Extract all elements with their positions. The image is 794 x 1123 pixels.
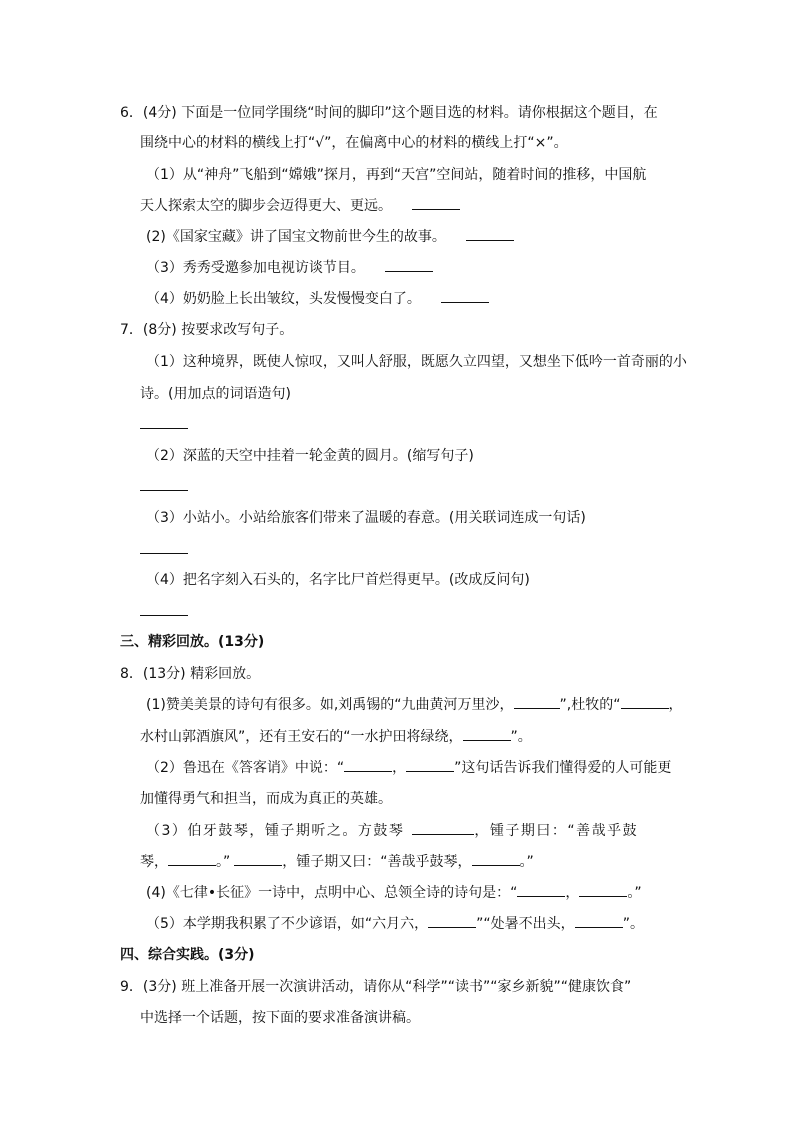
q6-answer-blank-1[interactable]	[412, 197, 460, 210]
q7-answer-line-3	[140, 541, 188, 559]
q7-item2: （2）深蓝的天空中挂着一轮金黄的圆月。(缩写句子)	[146, 448, 474, 464]
section-3-heading: 三、精彩回放。(13分)	[120, 634, 265, 650]
q8-item2-text-b: ，	[392, 760, 407, 776]
q7-answer-blank-2[interactable]	[140, 478, 188, 491]
q7-answer-blank-1[interactable]	[140, 416, 188, 429]
q8-blank-13[interactable]	[575, 915, 623, 928]
q8-item3-text-a: （3）伯牙鼓琴，锺子期听之。方鼓琴	[146, 823, 405, 839]
q8-item3-text-c: 琴，	[140, 854, 168, 870]
q8-item1-text-d: 水村山郭酒旗风”，还有王安石的“一水护田将绿绕，	[140, 729, 463, 745]
q8-item2-line2: 加懂得勇气和担当，而成为真正的英雄。	[140, 791, 392, 807]
q8-item5-text-b: ”“处暑不出头，	[476, 916, 575, 932]
q8-item4-text-b: ，	[565, 885, 580, 901]
section-4-heading: 四、综合实践。(3分)	[120, 947, 255, 963]
q7-stem: 7．(8分) 按要求改写句子。	[120, 322, 294, 338]
q8-blank-8[interactable]	[234, 853, 282, 866]
q6-answer-blank-4[interactable]	[441, 290, 489, 303]
q9-stem-line1: 9．(3分) 班上准备开展一次演讲活动，请你从“科学”“读书”“家乡新貌”“健康饮食”	[120, 979, 632, 995]
q7-answer-line-2	[140, 478, 188, 496]
q6-item2	[146, 228, 514, 246]
q8-stem: 8．(13分) 精彩回放。	[120, 666, 261, 682]
q8-item4-text-c: 。”	[627, 885, 642, 901]
q8-item1-text-e: ”。	[510, 729, 532, 745]
q7-item1-line2: 诗。(用加点的词语造句)	[140, 386, 291, 402]
q8-blank-3[interactable]	[463, 728, 511, 741]
q7-answer-blank-4[interactable]	[140, 603, 188, 616]
q8-item1-line1	[146, 696, 683, 714]
q6-stem-line1: 6．(4分) 下面是一位同学围绕“时间的脚印”这个题目选的材料。请你根据这个题目，在	[120, 105, 658, 121]
q7-item4: （4）把名字刻入石头的，名字比尸首烂得更早。(改成反问句)	[146, 572, 530, 588]
q8-blank-10[interactable]	[517, 884, 565, 897]
q8-item3-line1	[146, 822, 638, 840]
q8-blank-2[interactable]	[621, 696, 669, 709]
q8-item1-text-c: ，	[668, 697, 683, 713]
q8-item4	[146, 884, 642, 902]
q7-item1-line1: （1）这种境界，既使人惊叹，又叫人舒服，既愿久立四望，又想坐下低吟一首奇丽的小	[146, 354, 687, 370]
q6-item3	[146, 259, 433, 277]
q8-item1-line2	[140, 728, 532, 746]
q8-item5-text-c: ”。	[622, 916, 644, 932]
q6-answer-blank-2[interactable]	[466, 228, 514, 241]
q8-blank-11[interactable]	[579, 884, 627, 897]
q8-item3-text-b: ，锺子期曰：“善哉乎鼓	[474, 823, 639, 839]
q8-item3-text-d: 。”	[216, 854, 231, 870]
q8-item3-text-e: ，锺子期又曰：“善哉乎鼓琴，	[282, 854, 472, 870]
q8-item4-text-a: (4)《七律•长征》一诗中，点明中心、总领全诗的诗句是：“	[146, 885, 518, 901]
q8-item5	[146, 915, 644, 933]
q8-blank-9[interactable]	[472, 853, 520, 866]
q7-answer-line-1	[140, 416, 188, 434]
q6-item1-text: 天人探索太空的脚步会迈得更大、更远。	[140, 198, 392, 214]
q6-item1-line2	[140, 197, 460, 215]
q8-item2-text-a: （2）鲁迅在《答客诮》中说：“	[146, 760, 345, 776]
q6-answer-blank-3[interactable]	[385, 259, 433, 272]
q8-item5-text-a: （5）本学期我积累了不少谚语，如“六月六，	[146, 916, 429, 932]
q8-item1-text-b: ”,杜牧的“	[559, 697, 621, 713]
q8-item1-text-a: (1)赞美美景的诗句有很多。如,刘禹锡的“九曲黄河万里沙，	[146, 697, 514, 713]
q8-blank-1[interactable]	[514, 696, 560, 709]
q9-stem-line2: 中选择一个话题，按下面的要求准备演讲稿。	[140, 1010, 420, 1026]
q7-item3: （3）小站小。小站给旅客们带来了温暖的春意。(用关联词连成一句话)	[146, 510, 586, 526]
q8-blank-4[interactable]	[344, 759, 392, 772]
q8-blank-5[interactable]	[406, 759, 454, 772]
q7-answer-blank-3[interactable]	[140, 541, 188, 554]
q8-item2-text-c: ”这句话告诉我们懂得爱的人可能更	[454, 760, 672, 776]
q8-blank-7[interactable]	[168, 853, 216, 866]
q6-item1-line1: （1）从“神舟”飞船到“嫦娥”探月，再到“天宫”空间站，随着时间的推移，中国航	[146, 167, 647, 183]
q8-blank-12[interactable]	[428, 915, 476, 928]
q6-item2-text: (2)《国家宝藏》讲了国宝文物前世今生的故事。	[146, 229, 446, 245]
q7-answer-line-4	[140, 603, 188, 621]
q8-item3-line2	[140, 853, 534, 871]
q8-item2-line1	[146, 759, 671, 777]
q8-blank-6[interactable]	[412, 822, 474, 835]
q6-item3-text: （3）秀秀受邀参加电视访谈节目。	[146, 260, 365, 276]
q6-stem-line2: 围绕中心的材料的横线上打“√”，在偏离中心的材料的横线上打“×”。	[140, 135, 568, 151]
q8-item3-text-f: 。”	[519, 854, 534, 870]
q6-item4-text: （4）奶奶脸上长出皱纹，头发慢慢变白了。	[146, 291, 421, 307]
q6-item4	[146, 290, 489, 308]
